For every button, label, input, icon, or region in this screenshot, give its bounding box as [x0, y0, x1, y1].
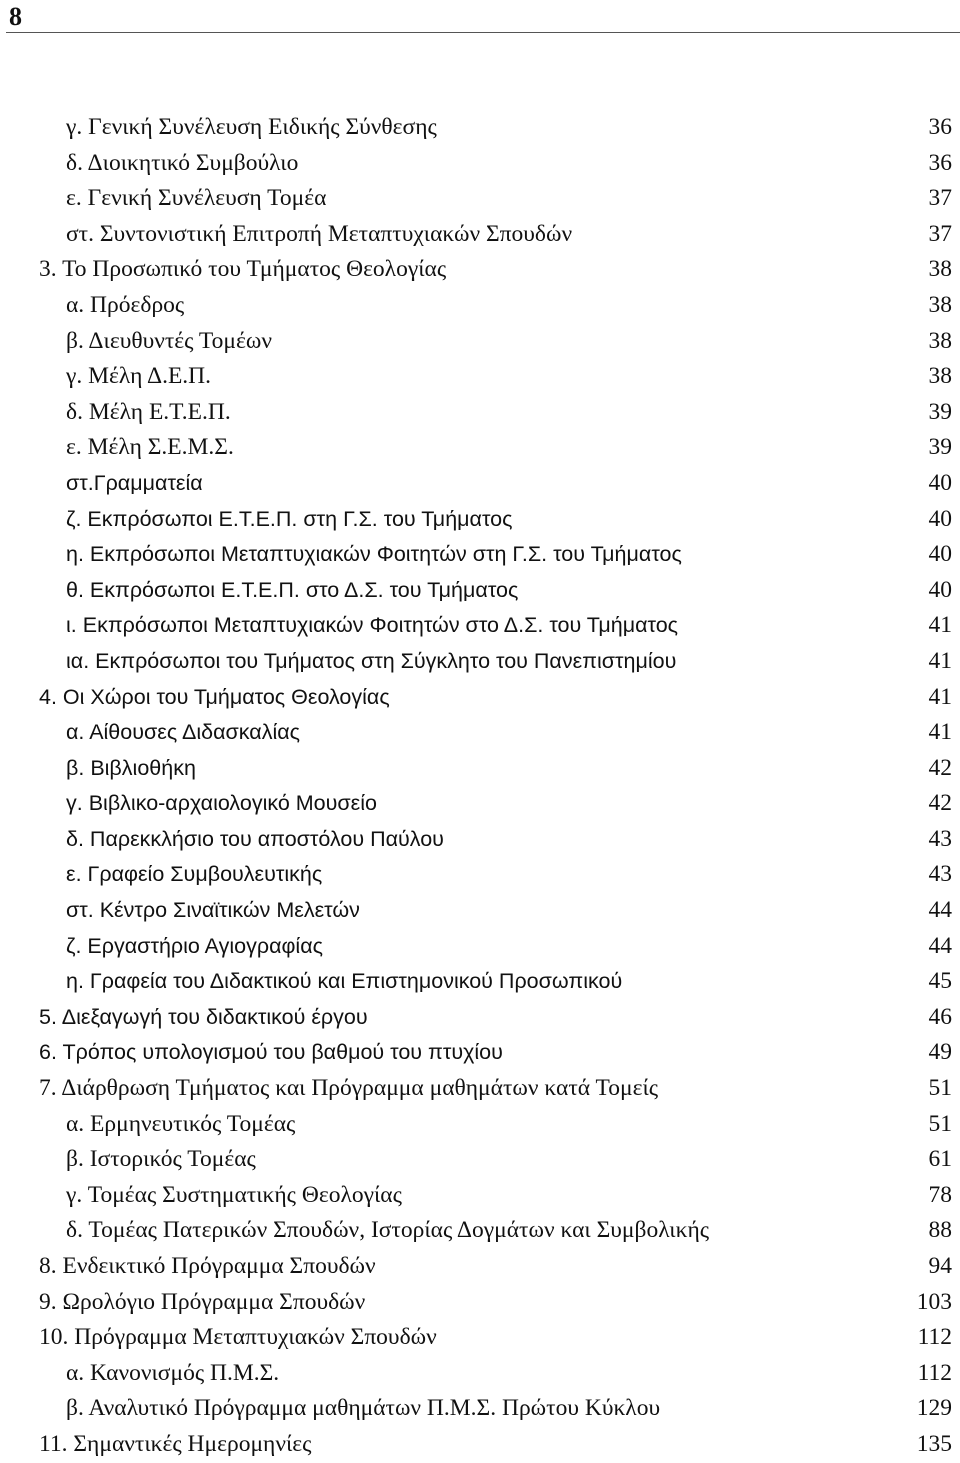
toc-entry-title: η. Γραφεία του Διδακτικού και Επιστημονικού Προσωπικού [66, 969, 623, 994]
toc-entry [0, 324, 960, 360]
toc-entry [0, 1320, 960, 1356]
toc-entry-title: δ. Μέλη Ε.Τ.Ε.Π. [66, 398, 231, 425]
page-number: 8 [9, 2, 22, 31]
toc-entry-title: γ. Μέλη Δ.Ε.Π. [66, 363, 212, 390]
toc-entry-title: γ. Γενική Συνέλευση Ειδικής Σύνθεσης [66, 114, 437, 140]
toc-entry-page: 42 [928, 790, 952, 817]
toc-entry-page: 112 [917, 1324, 952, 1351]
toc-entry-page: 46 [928, 1003, 952, 1030]
toc-entry-page: 51 [928, 1110, 952, 1137]
toc-entry-page: 78 [928, 1181, 952, 1208]
toc-entry [0, 644, 960, 680]
toc-entry-page: 103 [916, 1288, 952, 1315]
toc-entry [0, 1391, 960, 1427]
toc-entry-title: ια. Εκπρόσωποι του Τμήματος στη Σύγκλητο του Πανεπιστημίου [66, 648, 677, 673]
toc-entry-page: 38 [928, 363, 952, 390]
toc-entry [0, 217, 960, 253]
toc-entry [0, 715, 960, 751]
toc-entry [0, 537, 960, 573]
toc-entry [0, 1356, 960, 1392]
toc-entry [0, 608, 960, 644]
toc-entry [0, 1035, 960, 1071]
toc-entry-title: ε. Γενική Συνέλευση Τομέα [66, 185, 327, 212]
toc-entry [0, 181, 960, 217]
toc-entry-title: β. Διευθυντές Τομέων [66, 327, 272, 354]
toc-entry-page: 39 [928, 434, 952, 461]
toc-entry-page: 40 [928, 576, 952, 603]
toc-entry-title: β. Αναλυτικό Πρόγραμμα μαθημάτων Π.Μ.Σ. Πρώτου Κύκλου [66, 1395, 661, 1422]
toc-entry [0, 1427, 960, 1463]
toc-entry-page: 41 [928, 612, 952, 639]
toc-entry-title: στ.Γραμματεία [66, 470, 203, 495]
toc-entry [0, 964, 960, 1000]
toc-entry-title: 6. Τρόπος υπολογισμού του βαθμού του πτυχίου [39, 1040, 503, 1065]
toc-entry-title: θ. Εκπρόσωποι Ε.Τ.Ε.Π. στο Δ.Σ. του Τμήματος [66, 577, 519, 602]
toc-entry [0, 466, 960, 502]
toc-entry [0, 146, 960, 182]
toc-entry-title: 5. Διεξαγωγή του διδακτικού έργου [39, 1004, 368, 1029]
toc-entry [0, 1142, 960, 1178]
toc-entry [0, 822, 960, 858]
toc-entry-page: 88 [928, 1217, 952, 1244]
toc-entry-page: 61 [928, 1146, 952, 1173]
toc-entry [0, 252, 960, 288]
toc-entry-page: 94 [928, 1253, 952, 1279]
toc-entry-page: 37 [928, 220, 952, 247]
toc-entry-page: 36 [928, 114, 952, 140]
toc-entry-title: στ. Κέντρο Σιναϊτικών Μελετών [66, 898, 360, 923]
toc-entry [0, 502, 960, 538]
toc-entry-title: ε. Μέλη Σ.Ε.Μ.Σ. [66, 434, 234, 461]
header-rule [6, 32, 960, 33]
toc-entry-title: ζ. Εργαστήριο Αγιογραφίας [66, 933, 324, 958]
toc-entry-title: 8. Ενδεικτικό Πρόγραμμα Σπουδών [39, 1253, 376, 1279]
toc-entry-page: 45 [928, 968, 952, 995]
toc-entry-page: 44 [928, 932, 952, 959]
toc-entry-page: 41 [928, 719, 952, 746]
toc-entry-title: α. Ερμηνευτικός Τομέας [66, 1110, 296, 1137]
toc-entry-page: 38 [928, 291, 952, 318]
toc-entry [0, 751, 960, 787]
toc-entry-page: 38 [928, 327, 952, 354]
toc-entry-title: γ. Τομέας Συστηματικής Θεολογίας [66, 1181, 402, 1208]
toc-entry [0, 359, 960, 395]
toc-entry-title: 10. Πρόγραμμα Μεταπτυχιακών Σπουδών [39, 1324, 437, 1351]
toc-entry [0, 573, 960, 609]
toc-entry-title: γ. Βιβλικο-αρχαιολογικό Μουσείο [66, 791, 377, 816]
toc-entry [0, 1178, 960, 1214]
toc-entry-title: 4. Οι Χώροι του Τμήματος Θεολογίας [39, 684, 390, 709]
toc-entry [0, 680, 960, 716]
toc-entry-title: 3. Το Προσωπικό του Τμήματος Θεολογίας [39, 256, 447, 283]
toc-entry-title: α. Αίθουσες Διδασκαλίας [66, 720, 301, 745]
toc-entry-title: η. Εκπρόσωποι Μεταπτυχιακών Φοιτητών στη Γ.Σ. του Τμήματος [66, 542, 682, 567]
toc-entry-title: β. Βιβλιοθήκη [66, 755, 196, 780]
toc-entry-title: ι. Εκπρόσωποι Μεταπτυχιακών Φοιτητών στο Δ.Σ. του Τμήματος [66, 613, 679, 638]
toc-entry [0, 1285, 960, 1321]
toc-entry-page: 135 [916, 1430, 952, 1457]
toc-entry-title: δ. Διοικητικό Συμβούλιο [66, 149, 299, 176]
toc-entry-page: 41 [928, 683, 952, 710]
toc-entry [0, 1213, 960, 1249]
toc-entry-title: 11. Σημαντικές Ημερομηνίες [39, 1430, 312, 1457]
toc-entry-page: 44 [928, 897, 952, 924]
toc-entry [0, 786, 960, 822]
toc-entry-page: 40 [928, 469, 952, 496]
toc-entry-title: β. Ιστορικός Τομέας [66, 1146, 256, 1173]
toc-entry [0, 1071, 960, 1107]
toc-entry-page: 112 [917, 1359, 952, 1386]
toc-entry-title: δ. Παρεκκλήσιο του αποστόλου Παύλου [66, 826, 444, 851]
toc-entry [0, 395, 960, 431]
toc-entry-title: ε. Γραφείο Συμβουλευτικής [66, 862, 323, 887]
toc-entry-title: 9. Ωρολόγιο Πρόγραμμα Σπουδών [39, 1288, 366, 1315]
toc-entry-page: 40 [928, 505, 952, 532]
toc-entry-title: δ. Τομέας Πατερικών Σπουδών, Ιστορίας Δογμάτων και Συμβολικής [66, 1217, 710, 1244]
toc-entry [0, 110, 960, 146]
toc-entry [0, 893, 960, 929]
toc-entry [0, 857, 960, 893]
toc-entry-page: 43 [928, 861, 952, 888]
toc-entry-title: στ. Συντονιστική Επιτροπή Μεταπτυχιακών Σπουδών [66, 220, 573, 247]
toc-entry-title: ζ. Εκπρόσωποι Ε.Τ.Ε.Π. στη Γ.Σ. του Τμήματος [66, 506, 513, 531]
toc-entry-title: α. Πρόεδρος [66, 291, 185, 318]
toc-entry [0, 1000, 960, 1036]
toc-entry-title: α. Κανονισμός Π.Μ.Σ. [66, 1359, 280, 1386]
toc-entry-page: 49 [928, 1039, 952, 1066]
toc-entry [0, 430, 960, 466]
toc-entry-page: 41 [928, 647, 952, 674]
toc-entry [0, 929, 960, 965]
toc-entry-page: 40 [928, 541, 952, 568]
toc-entry [0, 1107, 960, 1143]
toc-entry-page: 43 [928, 825, 952, 852]
toc-entry [0, 288, 960, 324]
toc-entry-title: 7. Διάρθρωση Τμήματος και Πρόγραμμα μαθημάτων κατά Τομείς [39, 1075, 659, 1102]
table-of-contents [0, 110, 960, 1463]
toc-entry-page: 51 [928, 1075, 952, 1102]
toc-entry-page: 38 [928, 256, 952, 283]
toc-entry [0, 1249, 960, 1285]
toc-entry-page: 37 [928, 185, 952, 212]
toc-entry-page: 42 [928, 754, 952, 781]
toc-entry-page: 129 [916, 1395, 952, 1422]
toc-entry-page: 36 [928, 149, 952, 176]
toc-entry-page: 39 [928, 398, 952, 425]
